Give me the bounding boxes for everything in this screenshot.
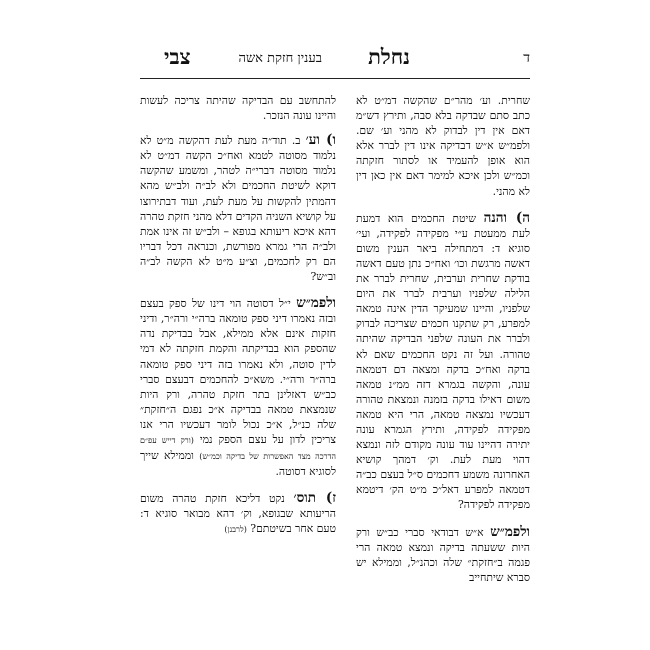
running-header	[140, 44, 530, 74]
right-column	[356, 93, 530, 597]
paragraph-lead: ולפמ״ש	[490, 523, 531, 540]
paragraph-ulefimash: ולפמ״ש א״ש דבודאי סברי כב״ש ורק היות ששעתה בדיקה ונמצא טמאה הרי פגמה ב״חזקת״ שלה וכהנ״ל, וממילא יש סברא שיתחייב	[356, 523, 531, 584]
paragraph-lead: ז) תוס׳	[293, 490, 337, 507]
left-column	[140, 93, 336, 550]
page-number: ד	[523, 50, 530, 66]
paragraph-heh: ה) והנה שיטת החכמים הוא דמעת לעת ממעטת ע״י מפקידה לפקידה, ועי׳ סוגיא ד: דמתחילה ביאר הענין משום דאשה מרגשת וכו׳ ואח״כ נתן טעם דאשה בודקת שחרית וערבית, שחרית לברר את הלילה שלפניו וערבית לברר את היום שלפניו, והיינו שמעיקר הדין אינה טמאה למפרע, רק שתקנו חכמים שצריכה לבדוק ולברר את העונה שלפני הבדיקה שהיתה טהורה. ועל זה נקט החכמים שאם לא בדקה ואח״כ בדקה ומצאה דם דטמאה עונה, והקשה בגמרא דזה ממ״נ טמאה משום דאילו בדקה בזמנה ונמצאת טהורה דעכשיו נמצאה טמאה, הרי היא טמאה מפקידה לפקידה, ותירץ הגמרא עונה יתירה דהיינו עוד עונה מקודם לזה ונמצא דהוי מעת לעת. וק׳ דמהך קושיא האחרונה משמע דחכמים ס״ל בעצם כב״ה דטמאה למפרע דאל״כ מ״ט הק׳ דיטמא מפקידה לפקידה?	[356, 209, 530, 512]
small-note: (לרבנן)	[224, 525, 247, 535]
paragraph-zayin: ז) תוס׳ נקט דליכא חזקת טהרה משום הריעותא שבגופא, וק׳ דהא מבואר סוגיא ד: טעם אחר בשיטתם? (לרבנן)	[140, 490, 337, 536]
paragraph-ulefimash-2: ולפמ״ש י״ל דסוטה הוי דינו של ספק בעצם ובזה נאמרו דיני ספק טומאה ברה״י ורה״ר, ודיני חזקות אינם אלא ממילא, אבל בבדיקת נדה שהספק הוא בבדיקתה והקמת חזקתה לא דמי לדין סוטה, ולא נאמרו בזה דיני ספק טומאה ברה״ר ורה״י. משא״כ להחכמים דבעצם סברי כב״ש דאזלינן בתר חזקת טהרה, ורק היות שנמצאת טמאה בבדיקה א״כ נפגם ה״חזקת״ שלה כנ״ל, א״כ נכול לומר דעכשיו הרי אנו צריכין לדון על עצם הספק נמי (ורק דייש עפ״ם הדרכה מצד האפשרות של בדיקה וכמ״ש) וממילא שייך לסוגיא דסוטה.	[140, 295, 336, 479]
paragraph-continued: שחרית. וע׳ מהר״ם שהקשה דמ״ט לא כתב סתם שבדקה בלא סבה, ותירץ דש״מ דאם אין דין לבדוק לא מהני וע׳ שם. ולפמ״ש א״ש דבדיקה אינו דין לברר אלא הוא אופן להעמיד או לסתור חזקתה וכמ״ש ולכן איכא למימר דאם אין כאן דין לא מהני.	[356, 94, 530, 198]
paragraph-lead: ה) והנה	[483, 209, 530, 226]
author-name: צבי	[164, 44, 191, 69]
paragraph-lead: ולפמ״ש	[296, 295, 336, 312]
small-note: (ורק דייש עפ״ם הדרכה מצד האפשרות של בדיקה וכמ״ש)	[140, 435, 336, 462]
paragraph-vav: ו) וע׳ ב. תוד״ה מעת לעת דהקשה מ״ט לא נלמוד מסוטה לטמא ואח״כ הקשה דמ״ט לא נלמוד מסוטה דברי״ה לטהר, ומשמע שהקשה דוקא לשיטת החכמים ולא לב״ה ולב״ש מהא דהמתין להקשות על מעת לעת, ועוד דבתירוצו על קושיא השניה הקדים דלא מהני חזקת טהרה דהא איכא ריעותא בגופא – ולב״ש זה אינו אמת ולב״ה הרי גמרא מפורשת, וכנראה דכל דבריו הם רק לחכמים, וצ״ע מ״ט לא הקשה לב״ה וב״ש?	[140, 132, 336, 284]
header-rule	[140, 78, 530, 79]
paragraph-lead: ו) וע׳	[305, 132, 336, 149]
section-subject: בענין חזקת אשה	[238, 51, 322, 66]
book-title: נחלת	[368, 44, 410, 69]
paragraph-continued: להתחשב עם הבדיקה שהיתה צריכה לעשות והיינו עונה הנזכר.	[140, 94, 336, 123]
